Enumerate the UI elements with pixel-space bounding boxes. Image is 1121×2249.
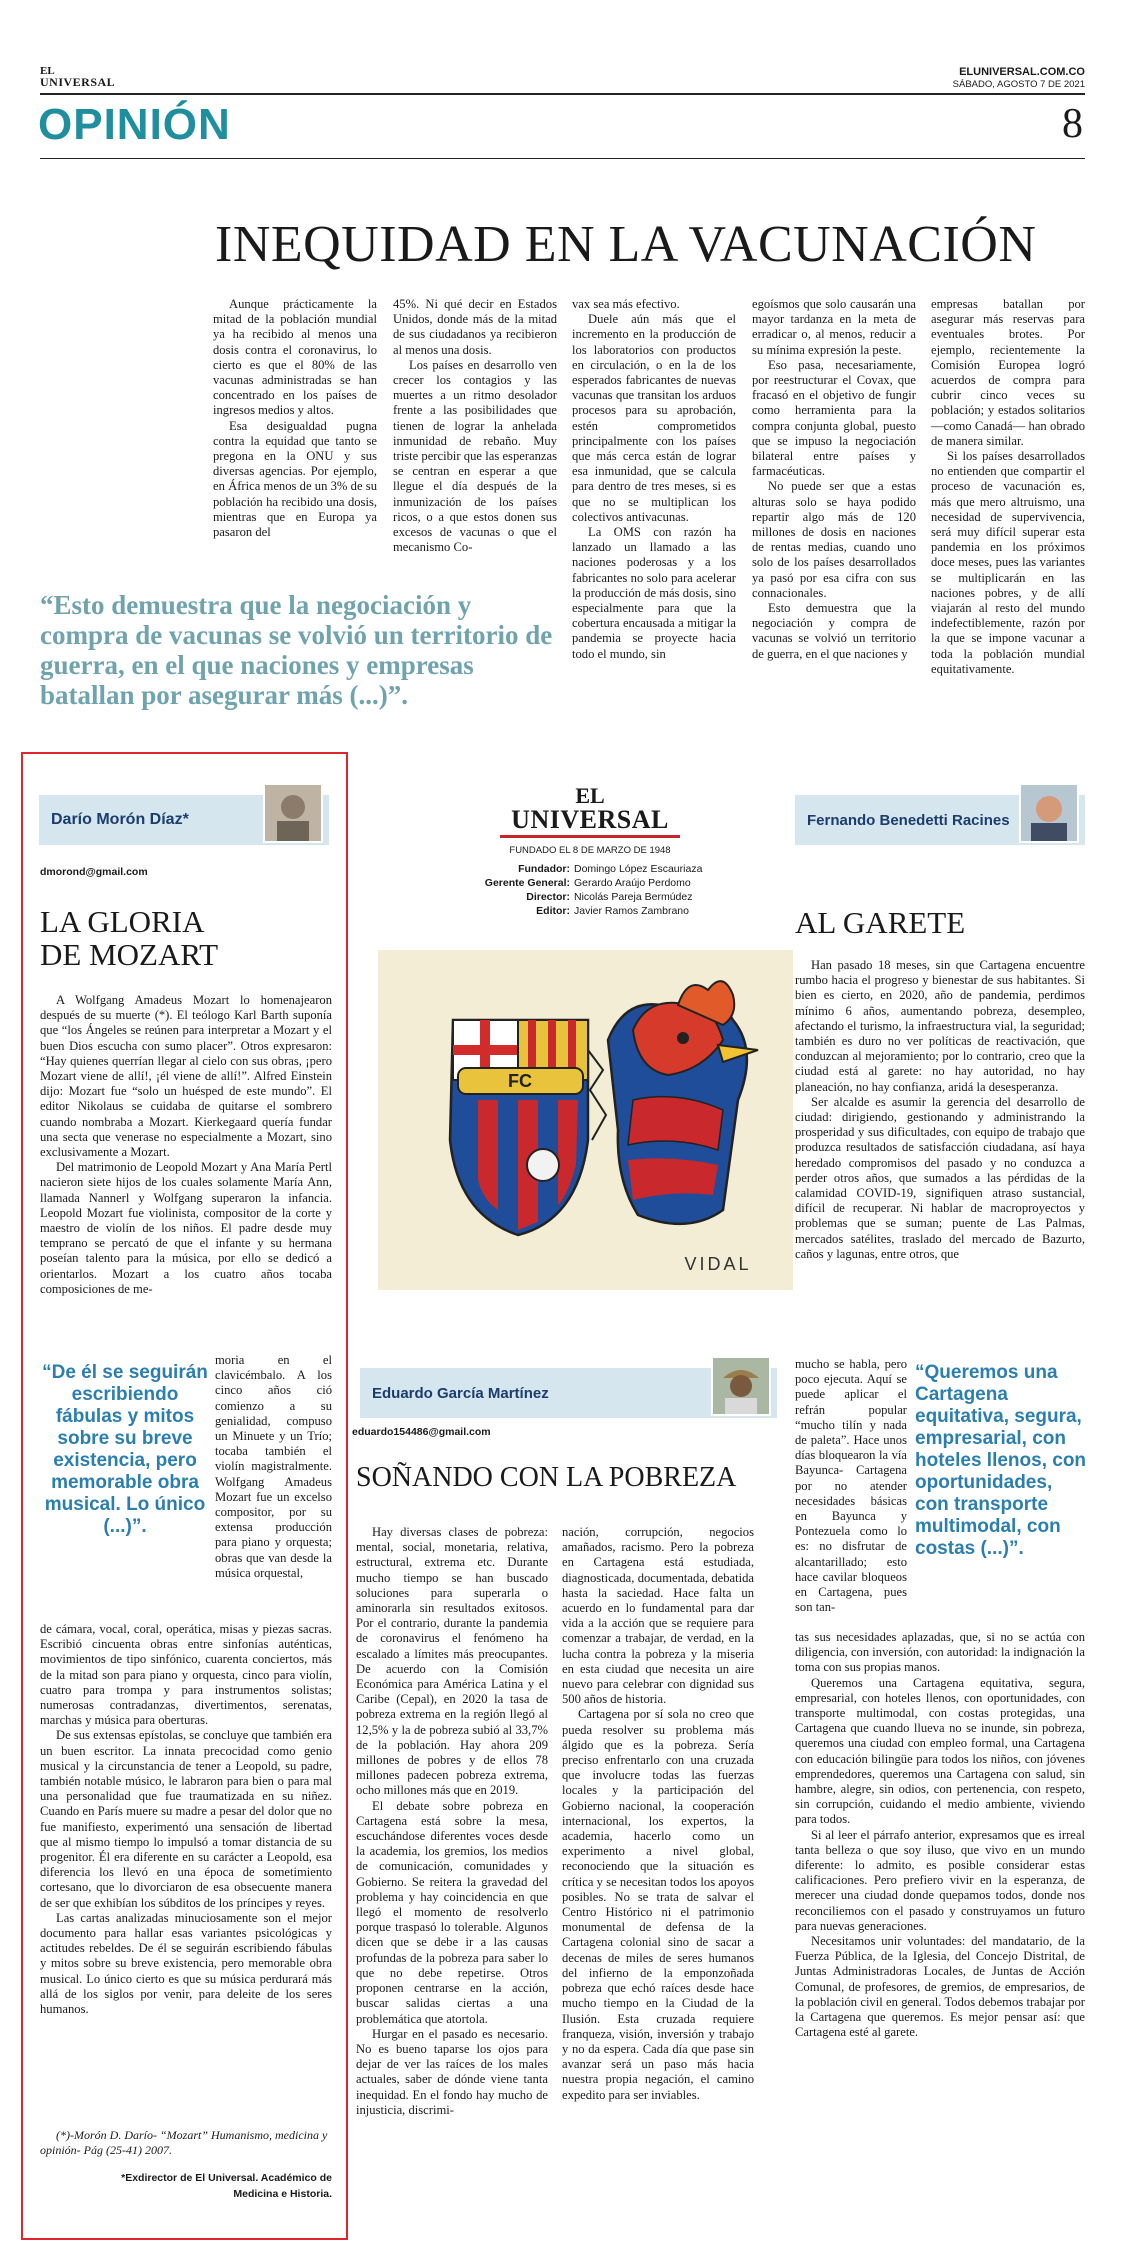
mozart-email[interactable]: dmorond@gmail.com [40, 866, 148, 878]
section-title: OPINIÓN [38, 100, 231, 149]
garete-headline: AL GARETE [795, 905, 966, 940]
issue-date: SÁBADO, AGOSTO 7 DE 2021 [952, 79, 1085, 90]
garete-body-bottom: tas sus necesidades aplazadas, que, si no se actúa con diligencia, con inversión, con autoridad: la indignación la toma con sus propias manos. Queremos una Cartagena equitativa, segura, empresarial, con hoteles llenos, con oportunidades, con transporte multimodal, con costas protegidas, una Cartagena que cuando llueva no se inunde, sin pobreza, queremos una ciudad con empleo formal, una Cartagena con educación bilingüe para todos los niños, con jóvenes emprendedores, queremos una Cartagena con salud, sin hambre, alegre, sin odios, con pertenencia, con respeto, sin corrupción, cuidando el medio ambiente, viviendo para todos. Si al leer el párrafo anterior, expresamos que es irreal tanta belleza o que soy iluso, que vivo en un mundo diferente: lo admito, es posible considerar estas calificaciones. Pero prefiero vivir en la esperanza, de merecer una ciudad donde quepamos todos, donde nos reconciliemos con el pasado y construyamos un futuro para nuevas generaciones. Necesitamos unir voluntades: del mandatario, de la Fuerza Pública, de la Iglesia, del Concejo Distrital, de Juntas Administradoras Locales, de Juntas de Acción Comunal, de profesores, de gremios, de empresarios, de la población civil en general. Todos debemos trabajar por la Cartagena que queremos. Es mejor pensar así: que Cartagena esté al garete. [795, 1630, 1085, 2040]
pobreza-author-bar [360, 1368, 777, 1418]
pobreza-col-1: Hay diversas clases de pobreza: mental, social, monetaria, relativa, estructural, extrema etc. Durante mucho tiempo se han buscado soluciones para superarla o aminorarla sin resultados exitosos. Por el contrario, durante la pandemia de coronavirus el fenómeno ha escalado a límites más preocupantes. De acuerdo con la Comisión Económica para América Latina y el Caribe (Cepal), en 2020 la tasa de pobreza extrema en la región llegó al 12,5% y la de pobreza subió al 33,7% de la población. Hay ahora 209 millones de pobres y de ellos 78 millones padecen pobreza extrema, ocho millones más que en 2019. El debate sobre pobreza en Cartagena está sobre la mesa, escuchándose diferentes voces desde la academia, los gremios, los medios de comunicación, comunidades y Gobierno. Se reitera la gravedad del problema y hay coincidencia en que llegó el momento de resolverlo porque traspasó lo tolerable. Algunos dicen que se debe ir a las causas profundas de la pobreza para saber lo que no debe repetirse. Otros proponen centrarse en la acción, buscar salidas ciertas a una problemática que atortola. Hurgar en el pasado es necesario. No es bueno taparse los ojos para dejar de ver las raíces de los males actuales, saber de dónde viene tanta inequidad. En el fondo hay mucho de injusticia, discrimi- [356, 1525, 548, 2117]
mozart-credit: *Exdirector de El Universal. Académico de Medicina e Historia. [121, 2172, 332, 2200]
mozart-pull-quote: “De él se seguirán escribiendo fábulas y mitos sobre su breve existencia, pero memorable obra musical. Lo único (...)”. [42, 1362, 208, 1537]
mozart-author-name: Darío Morón Díaz* [51, 811, 189, 828]
editorial-col-4: egoísmos que solo causarán una mayor tardanza en la meta de erradicar o, al menos, reducir a su mínima expresión la peste. Eso pasa, necesariamente, por reestructurar el Covax, que fracasó en el objetivo de fungir como herramienta para la compra conjunta global, puesto que se impuso la negociación bilateral entre países y farmacéuticas. No puede ser que a estas alturas solo se haya podido repartir algo más de 120 millones de dosis en naciones de rentas medias, cuando uno solo de los países desarrollados ya pasó por esa cifra con sus connacionales. Esto demuestra que la negociación y compra de vacunas se volvió un territorio de guerra, en el que naciones y [752, 297, 916, 661]
mozart-footnote: (*)-Morón D. Darío- “Mozart” Humanismo, medicina y opinión- Pág (25-41) 2007. [40, 2128, 328, 2157]
editorial-headline: INEQUIDAD EN LA VACUNACIÓN [215, 216, 1037, 273]
author-photo-icon [263, 783, 323, 843]
garete-author-bar [795, 795, 1085, 845]
staff-founded: FUNDADO EL 8 DE MARZO DE 1948 [509, 845, 671, 856]
svg-text:FC: FC [508, 1071, 532, 1091]
staff-row: Director: Nicolás Pareja Bermúdez [526, 891, 693, 903]
mozart-headline: LA GLORIA DE MOZART [40, 904, 219, 972]
crest-icon [450, 1020, 588, 1235]
mozart-body-side: moria en el clavicémbalo. A los cinco años ció comienzo a su genialidad, compuso un Minuete y un Trío; tocaba también el violín magistralmente. Wolfgang Amadeus Mozart fue un excelso compositor, por su extensa producción para piano y orquesta; obras que van desde la música orquestal, [215, 1353, 332, 1580]
garete-body-side: mucho se habla, pero poco ejecuta. Aquí se puede aplicar el refrán popular “mucho tilín y nada de paleta”. Hace unos días bloquearon la vía Bayunca- Cartagena por no atender necesidades básicas en Bayunca y Pontezuela como lo es: no disfrutar de alcantarillado; esto hace cavilar bloqueos en Cartagena, pues son tan- [795, 1357, 907, 1615]
author-photo-icon [711, 1356, 771, 1416]
mozart-author-bar [39, 795, 329, 845]
pobreza-email[interactable]: eduardo154486@gmail.com [352, 1426, 491, 1438]
editorial-col-5: empresas batallan por asegurar más reservas para eventuales brotes. Por ejemplo, recientemente la Comisión Europea logró acuerdos de compra para cubrir cinco veces su población; y estados solitarios —como Canadá— han obrado de manera similar. Si los países desarrollados no entienden que compartir el proceso de vacunación es, más que mero altruismo, una necesidad de supervivencia, será muy difícil superar esta pandemia en los próximos doce meses, pues las variantes se multiplicarán en las naciones pobres, y de allí viajarán al resto del mundo indefectiblemente, razón por la que se impone vacunar a toda la población mundial equitativamente. [931, 297, 1085, 676]
pobreza-headline: SOÑANDO CON LA POBREZA [356, 1462, 737, 1493]
staff-row: Fundador: Domingo López Escauriaza [518, 863, 703, 875]
masthead-logo: EL UNIVERSAL [40, 65, 116, 89]
pobreza-col-2: nación, corrupción, negocios amañados, racismo. Pero la pobreza en Cartagena está estudiada, diagnosticada, documentada, debatida hasta la saciedad. Hace falta un acuerdo en lo fundamental para dar vida a la acción que se requiere para comenzar a trabajar, de verdad, en la lucha contra la pobreza y la miseria en esta ciudad que necesita un aire nuevo para celebrar con dignidad sus 500 años de historia. Cartagena por sí sola no creo que pueda resolver su problema más álgido que es la pobreza. Sería preciso enfrentarlo con una cruzada que involucre todas las fuerzas locales y la participación del Gobierno nacional, la cooperación internacional, los expertos, la academia, hacerlo como un experimento a nivel global, reconociendo que la situación es crítica y se necesitan todos los apoyos posibles. No se trata de salvar el Centro Histórico ni el patrimonio monumental de defensa de la Cartagena colonial sino de sacar a decenas de miles de seres humanos del infierno de la emponzoñada pobreza que echó raíces desde hace mucho tiempo en la Ciudad de la Ilusión. Esta cruzada requiere franqueza, visión, inversión y trabajo y no da espera. Cada día que pase sin avanzar será un paso más hacia nuestra propia negación, el camino expedito para ser inviables. [562, 1525, 754, 2102]
masthead-rule [40, 93, 1085, 95]
editorial-col-3: vax sea más efectivo. Duele aún más que el incremento en la producción de los laboratorios con productos en circulación, o en la de los esperados fabricantes de nuevas vacunas que transitan los arduos procesos para su aprobación, estén comprometidos principalmente con los países que más cerca están de lograr esa inmunidad, que se calcula para dentro de tres meses, si es que no se multiplican los colectivos antivacunas. La OMS con razón ha lanzado un llamado a las naciones poderosas y a los fabricantes no solo para acelerar la producción de más dosis, sino especialmente para que la cobertura encausada a mitigar la pandemia se proyecte hacia todo el mundo, sin [572, 297, 736, 661]
site-url[interactable]: ELUNIVERSAL.COM.CO [959, 66, 1085, 78]
staff-logo: EL UNIVERSAL [511, 783, 669, 834]
mozart-body-top: A Wolfgang Amadeus Mozart lo homenajearon después de su muerte (*). El teólogo Karl Barth suponía que “los Ángeles se reúnen para interpretar a Mozart y el buen Dios escucha con sumo placer”. Otros expresaron: “Hay quienes querrían llegar al cielo con sus obras, ¡pero Mozart viene de allí!, ¡él viene de allí!”. Alfred Einstein dijo: Mozart fue “solo un huésped de este mundo”. El editor Nikolaus se cuidaba de quitarse el sombrero cuando nombraba a Mozart. Kierkegaard quería fundar una secta que venerase no especialmente a Mozart, sino exclusivamente a Mozart. Del matrimonio de Leopold Mozart y Ana María Pertl nacieron siete hijos de los cuales solamente María Ann, llamada Nannerl y Wolfgang superaron la infancia. Leopold Mozart fue violinista, compositor de la corte y maestro de violín de los niños. El padre desde muy temprano se percató de que el infante y su hermana poseían talento para la música, por ello se dedicó a orientarlos. Mozart a los cuatro años tocaba composiciones de me- [40, 993, 332, 1296]
pobreza-author-name: Eduardo García Martínez [372, 1384, 549, 1402]
editorial-col-2: 45%. Ni qué decir en Estados Unidos, donde más de la mitad de sus ciudadanos ya recibieron al menos una dosis. Los países en desarrollo ven crecer los contagios y las muertes a un ritmo desolador frente a las posibilidades que tienen de lograr la anhelada inmunidad de rebaño. Muy triste percibir que las esperanzas se centran en esperar a que llegue el día después de la inmunización de los países ricos, o a que estos donen sus excesos de vacunas o que el mecanismo Co- [393, 297, 557, 555]
author-photo-icon [1019, 783, 1079, 843]
section-rule [40, 158, 1085, 159]
garete-body-top: Han pasado 18 meses, sin que Cartagena encuentre rumbo hacia el progreso y bienestar de sus habitantes. Si bien es cierto, en 2020, año de pandemia, perdimos mínimo 6 años, aumentando pobreza, desempleo, afectando el turismo, la infraestructura vial, la seguridad; también es duro no ver políticas de reactivación, que conduzcan al mejoramiento; por lo contrario, creo que la ciudad está al garete: no hay autoridad, no hay planeación, no hay confianza, aridá la desesperanza. Ser alcalde es asumir la gerencia del desarrollo de ciudad: dirigiendo, gestionando y administrando la prosperidad y sus dificultades, con equipo de trabajo que produzca resultados de satisfacción ciudadana, así haya heredado compromisos del pasado y no conduzca a perder otros años, que sumados a las pérdidas de la calamidad COVID-19, signifiquen atraso sustancial, difícil de recuperar. Ni hablar de macroproyectos y problemas que se suman; puente de Las Palmas, mercados satélites, traslado del mercado de Bazurto, caños y lagunas, entre otros, que [795, 958, 1085, 1261]
garete-pull-quote: “Queremos una Cartagena equitativa, segura, empresarial, con hoteles llenos, con oportunidades, con transporte multimodal, con costas (...)”. [915, 1362, 1087, 1559]
staff-row: Editor: Javier Ramos Zambrano [536, 905, 689, 917]
editorial-pull-quote: “Esto demuestra que la negociación y compra de vacunas se volvió un territorio de guerra, en el que naciones y empresas batallan por asegurar más (...)”. [40, 590, 553, 710]
garete-author-name: Fernando Benedetti Racines [807, 811, 1010, 829]
staff-logo-rule [500, 835, 680, 838]
editorial-cartoon [378, 950, 793, 1290]
staff-list [440, 862, 740, 918]
editorial-col-1: Aunque prácticamente la mitad de la población mundial ya ha recibido al menos una dosis contra el coronavirus, lo cierto es que el 80% de las vacunas administradas se han concentrado en los países de ingresos medios y altos. Esa desigualdad pugna contra la equidad que tanto se pregona en la ONU y sus diversas agencias. Por ejemplo, en África menos de un 3% de su población ha recibido una dosis, mientras que en Europa ya pasaron del [213, 297, 377, 540]
cartoon-signature: VIDAL [684, 1254, 752, 1274]
page-number: 8 [1062, 101, 1083, 147]
rooster-icon [608, 981, 758, 1224]
mozart-body-bottom: de cámara, vocal, coral, operática, misas y piezas sacras. Escribió cincuenta obras entre sinfonías auténticas, movimientos de tipo sinfónico, cuarenta conciertos, más de la mitad son para piano y orquesta, cinco para violín, cuatro para trompa y para instrumentos solistas; numerosas contradanzas, divertimentos, serenatas, marchas y música para oberturas. De sus extensas epístolas, se concluye que también era un buen escritor. La innata precocidad como genio musical y la circunstancia de tener a Leopold, su padre, también notable músico, le labraron para bien o para mal una personalidad que fue traumatizada en su niñez. Cuando en París muere su madre a pesar del dolor que no fue manifiesto, experimentó una sensación de libertad que al mismo tiempo lo impulsó a tomar distancia de su progenitor. Él era diferente en su carácter a Leopold, esa diferencia los llevó en una época de sometimiento cortesano, que lo divorciaron de esa obsecuente manera de ser que exhibían los súbditos de los príncipes y reyes. Las cartas analizadas minuciosamente son el mejor documento para hallar esas variantes psicológicas y actitudes rebeldes. De él se seguirán escribiendo fábulas y mitos sobre su breve existencia, pero memorable obra musical. Lo único cierto es que su música perdurará más allá de los siglos por venir, para deleite de los seres humanos. [40, 1622, 332, 2017]
staff-row: Gerente General: Gerardo Araújo Perdomo [484, 877, 691, 889]
